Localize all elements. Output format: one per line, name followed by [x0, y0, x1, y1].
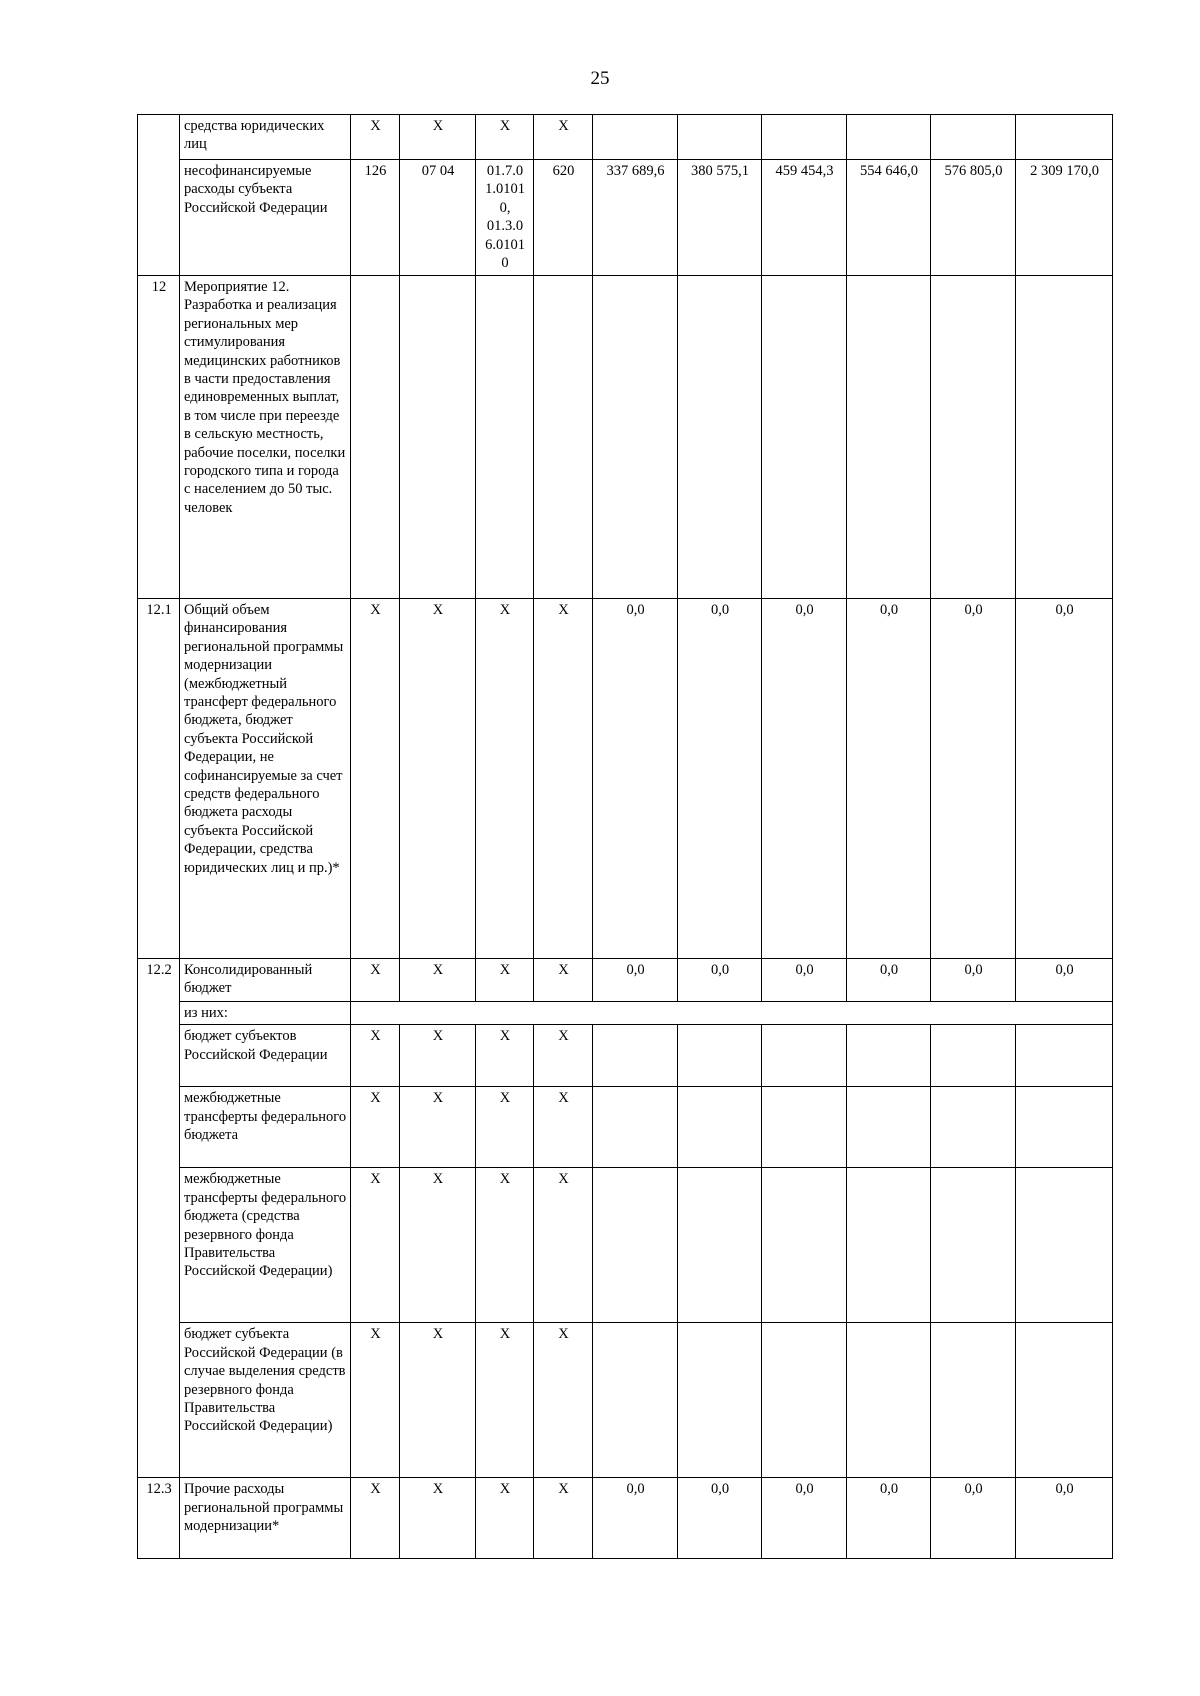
code-cell: Х	[476, 1478, 534, 1559]
code-cell: Х	[476, 1323, 534, 1478]
code-cell: 126	[351, 160, 400, 276]
value-cell: 337 689,6	[593, 160, 678, 276]
code-cell: Х	[351, 959, 400, 1002]
row-name: Мероприятие 12. Разработка и реализация региональных мер стимулирования медицинских работников в части предоставления единовременных выплат, в том числе при переезде в сельскую местность, рабочие поселки, поселки городского типа и города с населением до 50 тыс. человек	[180, 276, 351, 599]
empty-span-cell	[351, 1002, 1113, 1025]
code-cell: Х	[476, 1087, 534, 1168]
value-cell	[593, 115, 678, 160]
row-name: Общий объем финансирования региональной программы модернизации (межбюджетный трансферт федерального бюджета, бюджет субъекта Российской Федерации, не софинансируемые за счет средств федерального бюджета расходы субъекта Российской Федерации, средства юридических лиц и пр.)*	[180, 599, 351, 959]
code-cell: Х	[476, 115, 534, 160]
table-row	[138, 1025, 1113, 1087]
row-number: 12.3	[138, 1478, 180, 1559]
code-cell: Х	[351, 1323, 400, 1478]
value-cell	[593, 276, 678, 599]
value-cell	[762, 1168, 847, 1323]
value-cell	[762, 276, 847, 599]
code-cell: Х	[351, 1478, 400, 1559]
value-cell	[762, 115, 847, 160]
value-cell: 554 646,0	[847, 160, 931, 276]
value-cell: 0,0	[678, 959, 762, 1002]
table-row	[138, 160, 1113, 276]
value-cell: 0,0	[847, 959, 931, 1002]
row-name: Прочие расходы региональной программы модернизации*	[180, 1478, 351, 1559]
code-cell: Х	[534, 1323, 593, 1478]
code-cell: Х	[534, 1478, 593, 1559]
value-cell: 2 309 170,0	[1016, 160, 1113, 276]
row-name: несофинансируемые расходы субъекта Российской Федерации	[180, 160, 351, 276]
value-cell: 0,0	[762, 599, 847, 959]
code-cell: Х	[400, 959, 476, 1002]
value-cell	[1016, 1168, 1113, 1323]
code-cell: 07 04	[400, 160, 476, 276]
code-cell: Х	[476, 959, 534, 1002]
table-row	[138, 1087, 1113, 1168]
code-cell: Х	[476, 1168, 534, 1323]
row-name: средства юридических лиц	[180, 115, 351, 160]
code-cell: Х	[400, 115, 476, 160]
code-cell: Х	[351, 1168, 400, 1323]
value-cell: 0,0	[678, 1478, 762, 1559]
table-row	[138, 599, 1113, 959]
value-cell: 0,0	[931, 599, 1016, 959]
code-cell: Х	[400, 1087, 476, 1168]
value-cell	[1016, 1025, 1113, 1087]
value-cell	[593, 1025, 678, 1087]
value-cell: 380 575,1	[678, 160, 762, 276]
value-cell: 576 805,0	[931, 160, 1016, 276]
code-cell	[534, 276, 593, 599]
code-cell: 01.7.0 1.0101 0, 01.3.0 6.0101 0	[476, 160, 534, 276]
code-cell: Х	[351, 1087, 400, 1168]
value-cell	[847, 1168, 931, 1323]
row-name: бюджет субъекта Российской Федерации (в случае выделения средств резервного фонда Правительства Российской Федерации)	[180, 1323, 351, 1478]
code-cell	[476, 276, 534, 599]
value-cell: 0,0	[847, 1478, 931, 1559]
value-cell	[762, 1025, 847, 1087]
code-cell: 620	[534, 160, 593, 276]
value-cell	[593, 1168, 678, 1323]
value-cell: 0,0	[931, 1478, 1016, 1559]
code-cell: Х	[534, 1168, 593, 1323]
value-cell	[678, 1168, 762, 1323]
row-name: из них:	[180, 1002, 351, 1025]
code-cell: Х	[534, 1087, 593, 1168]
table-row	[138, 1323, 1113, 1478]
value-cell	[1016, 1087, 1113, 1168]
value-cell: 0,0	[1016, 1478, 1113, 1559]
table-row	[138, 276, 1113, 599]
row-name: бюджет субъектов Российской Федерации	[180, 1025, 351, 1087]
code-cell: Х	[476, 599, 534, 959]
value-cell: 0,0	[762, 959, 847, 1002]
row-name: межбюджетные трансферты федерального бюджета (средства резервного фонда Правительства Российской Федерации)	[180, 1168, 351, 1323]
value-cell: 0,0	[762, 1478, 847, 1559]
row-number-cell	[138, 115, 180, 276]
value-cell	[931, 276, 1016, 599]
value-cell: 0,0	[593, 1478, 678, 1559]
value-cell	[678, 1323, 762, 1478]
value-cell	[847, 1087, 931, 1168]
value-cell: 0,0	[931, 959, 1016, 1002]
code-cell: Х	[476, 1025, 534, 1087]
row-number: 12.2	[138, 959, 180, 1478]
row-number: 12	[138, 276, 180, 599]
code-cell: Х	[400, 599, 476, 959]
value-cell	[1016, 115, 1113, 160]
row-number: 12.1	[138, 599, 180, 959]
value-cell	[678, 115, 762, 160]
value-cell	[931, 1323, 1016, 1478]
code-cell: Х	[351, 599, 400, 959]
value-cell	[931, 115, 1016, 160]
value-cell	[931, 1025, 1016, 1087]
code-cell: Х	[534, 599, 593, 959]
value-cell	[847, 1323, 931, 1478]
value-cell	[1016, 276, 1113, 599]
value-cell	[593, 1087, 678, 1168]
table-row	[138, 1168, 1113, 1323]
row-name: межбюджетные трансферты федерального бюджета	[180, 1087, 351, 1168]
table-row	[138, 1002, 1113, 1025]
value-cell: 0,0	[593, 599, 678, 959]
value-cell	[678, 1087, 762, 1168]
value-cell	[762, 1323, 847, 1478]
table-row	[138, 1478, 1113, 1559]
value-cell: 459 454,3	[762, 160, 847, 276]
value-cell	[931, 1087, 1016, 1168]
value-cell: 0,0	[847, 599, 931, 959]
value-cell	[678, 1025, 762, 1087]
code-cell: Х	[534, 115, 593, 160]
value-cell: 0,0	[593, 959, 678, 1002]
code-cell: Х	[534, 959, 593, 1002]
code-cell: Х	[400, 1478, 476, 1559]
value-cell	[847, 276, 931, 599]
value-cell	[847, 115, 931, 160]
row-name: Консолидированный бюджет	[180, 959, 351, 1002]
code-cell: Х	[400, 1025, 476, 1087]
table-row	[138, 115, 1113, 160]
code-cell	[351, 276, 400, 599]
page-number: 25	[590, 68, 610, 89]
value-cell	[1016, 1323, 1113, 1478]
code-cell	[400, 276, 476, 599]
code-cell: Х	[400, 1168, 476, 1323]
code-cell: Х	[534, 1025, 593, 1087]
funding-table	[137, 114, 1113, 1559]
value-cell	[762, 1087, 847, 1168]
value-cell	[678, 276, 762, 599]
table-row	[138, 959, 1113, 1002]
value-cell	[593, 1323, 678, 1478]
code-cell: Х	[351, 1025, 400, 1087]
code-cell: Х	[400, 1323, 476, 1478]
value-cell: 0,0	[678, 599, 762, 959]
value-cell	[931, 1168, 1016, 1323]
value-cell	[847, 1025, 931, 1087]
code-cell: Х	[351, 115, 400, 160]
value-cell: 0,0	[1016, 599, 1113, 959]
value-cell: 0,0	[1016, 959, 1113, 1002]
